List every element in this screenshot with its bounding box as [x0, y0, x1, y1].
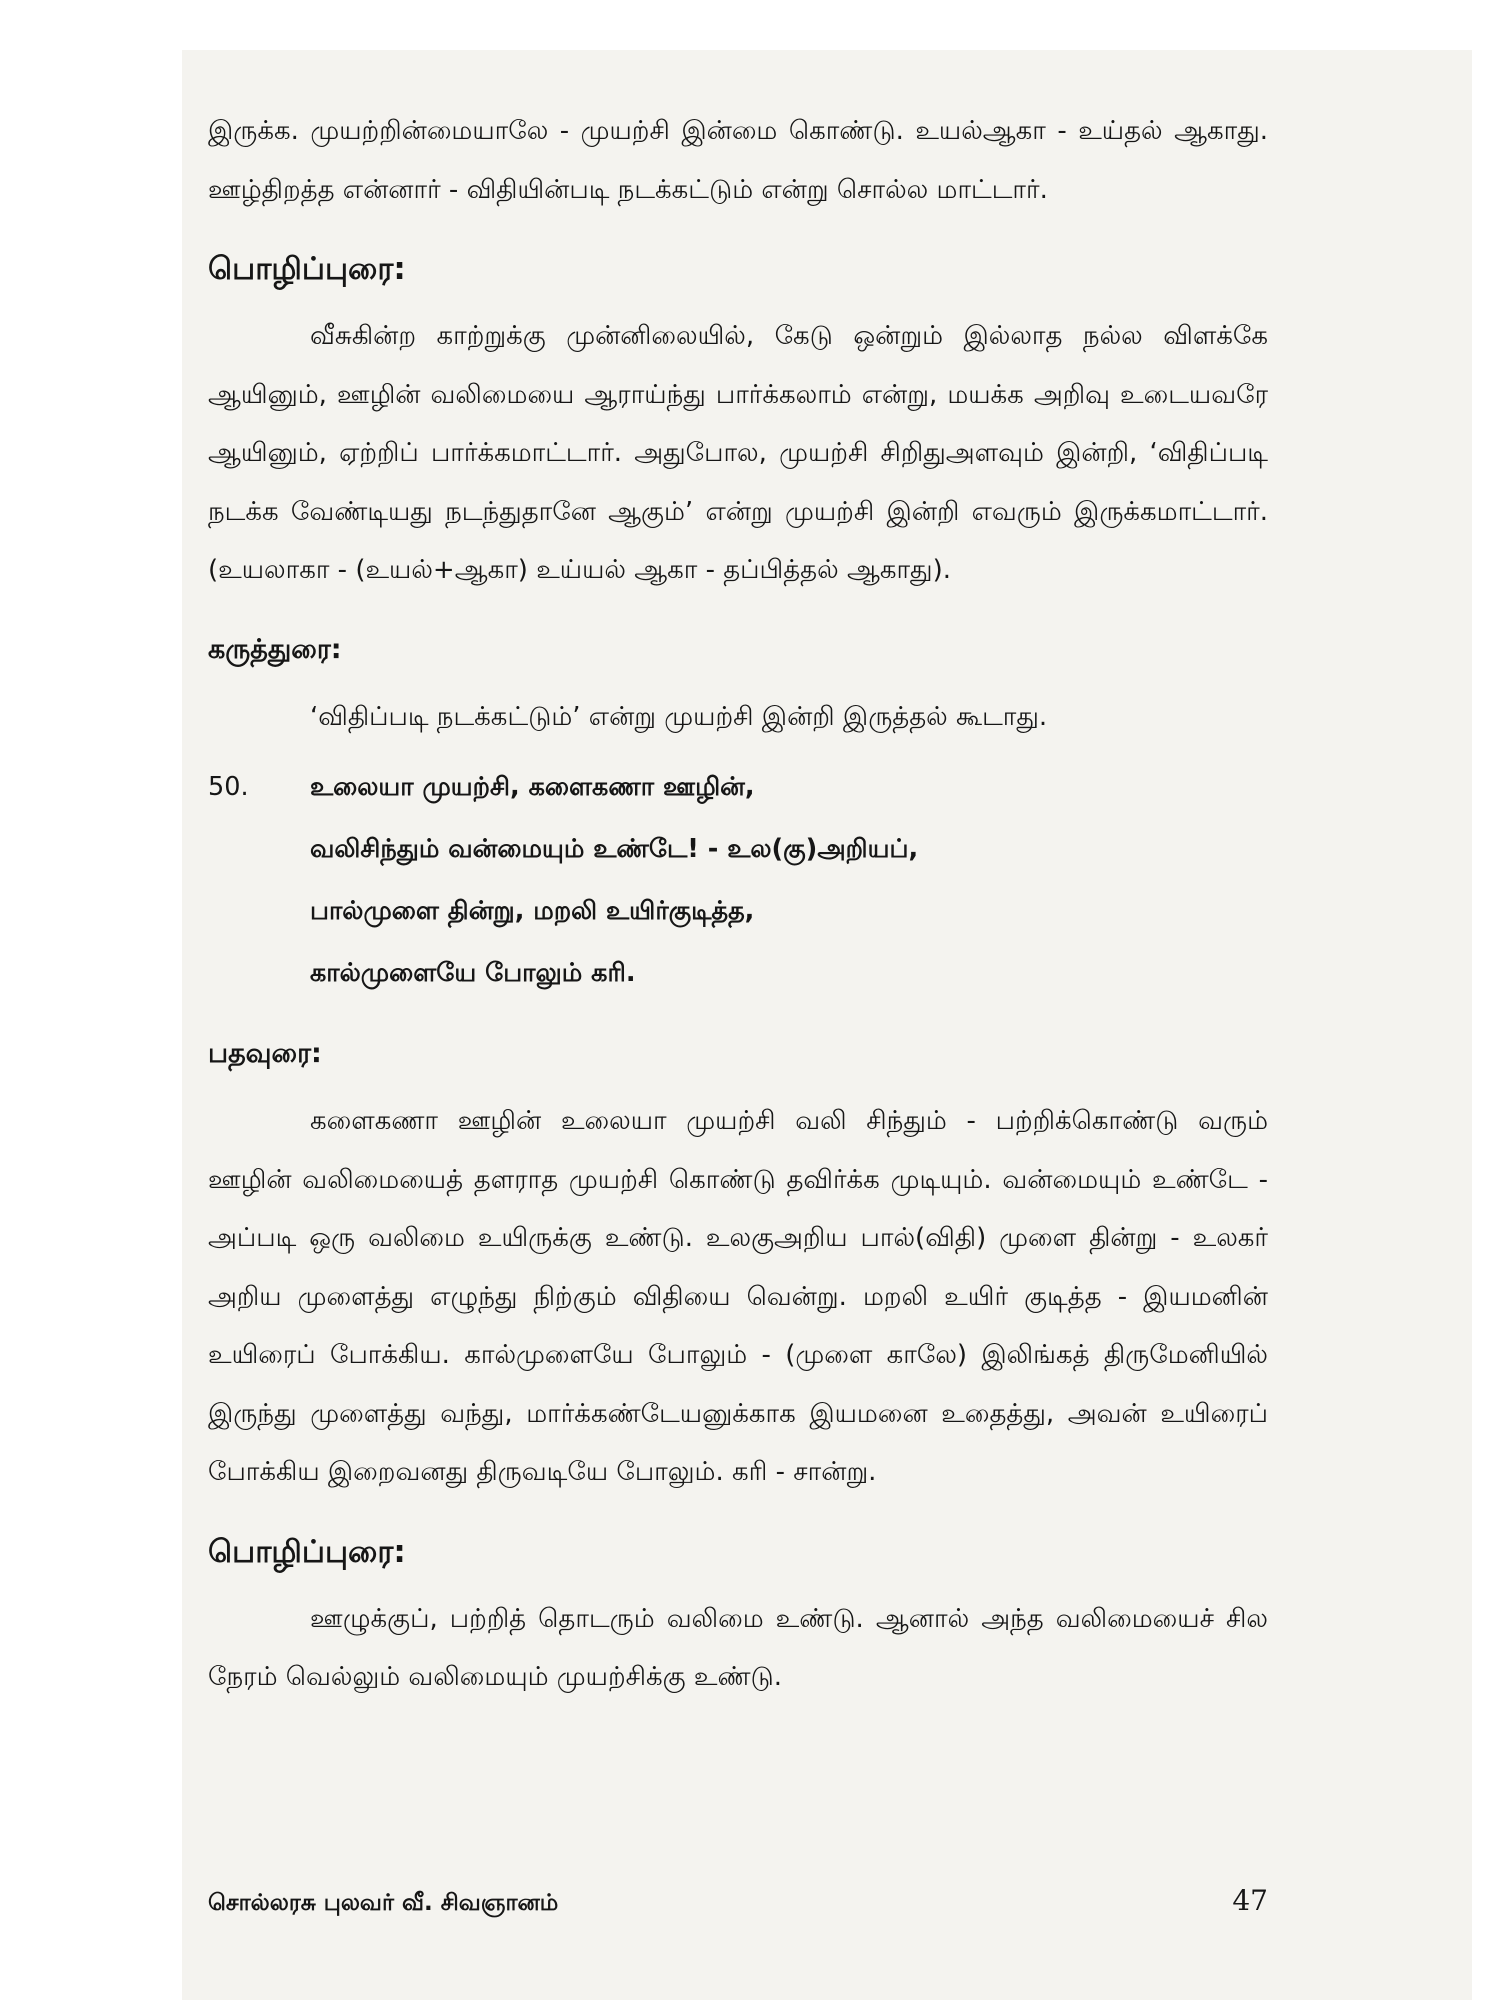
verse-line: வலிசிந்தும் வன்மையும் உண்டே! - உல(கு)அறியப், [310, 833, 919, 864]
author-name: சொல்லரசு புலவர் வீ. சிவஞானம் [208, 1890, 559, 1916]
verse-line: உலையா முயற்சி, களைகணா ஊழின், [310, 771, 755, 802]
verse-row [208, 818, 1268, 880]
section-heading-meaning: கருத்துரை: [208, 633, 342, 665]
section-heading-word-meaning: பதவுரை: [208, 1038, 322, 1069]
verse-number: 50. [208, 771, 249, 802]
section-heading-translation: பொழிப்புரை: [208, 251, 406, 287]
book-page [182, 50, 1472, 2000]
verse-line: பால்முளை தின்று, மறலி உயிர்குடித்த, [310, 895, 755, 926]
verse-row [208, 756, 1268, 818]
section-heading-translation: பொழிப்புரை: [208, 1533, 406, 1570]
page-content [208, 102, 1268, 1707]
verse-row [208, 942, 1268, 1004]
translation-paragraph: வீசுகின்ற காற்றுக்கு முன்னிலையில், கேடு ஒன்றும் இல்லாத நல்ல விளக்கே ஆயினும், ஊழின் வலிமையை ஆராய்ந்து பார்க்கலாம் என்று, மயக்க அறிவு உடையவரே ஆயினும், ஏற்றிப் பார்க்கமாட்டார். அதுபோல, முயற்சி சிறிதுஅளவும் இன்றி, ‘விதிப்படி நடக்க வேண்டியது நடந்துதானே ஆகும்’ என்று முயற்சி இன்றி எவரும் இருக்கமாட்டார். (உயலாகா - (உயல்+ஆகா) உய்யல் ஆகா - தப்பித்தல் ஆகாது). [208, 321, 1268, 585]
page-footer [208, 1884, 1268, 1919]
verse-row [208, 880, 1268, 942]
page-number: 47 [1232, 1884, 1268, 1917]
meaning-paragraph: ‘விதிப்படி நடக்கட்டும்’ என்று முயற்சி இன்றி இருத்தல் கூடாது. [310, 701, 1048, 732]
verse-line: கால்முளையே போலும் கரி. [310, 957, 636, 988]
translation-paragraph: ஊழுக்குப், பற்றித் தொடரும் வலிமை உண்டு. ஆனால் அந்த வலிமையைச் சில நேரம் வெல்லும் வலிமையும் முயற்சிக்கு உண்டு. [208, 1603, 1268, 1692]
intro-paragraph: இருக்க. முயற்றின்மையாலே - முயற்சி இன்மை கொண்டு. உயல்ஆகா - உய்தல் ஆகாது. ஊழ்திறத்த என்னார் - விதியின்படி நடக்கட்டும் என்று சொல்ல மாட்டார். [208, 116, 1268, 205]
word-meaning-paragraph: களைகணா ஊழின் உலையா முயற்சி வலி சிந்தும் - பற்றிக்கொண்டு வரும் ஊழின் வலிமையைத் தளராத முயற்சி கொண்டு தவிர்க்க முடியும். வன்மையும் உண்டே - அப்படி ஒரு வலிமை உயிருக்கு உண்டு. உலகுஅறிய பால்(விதி) முளை தின்று - உலகர் அறிய முளைத்து எழுந்து நிற்கும் விதியை வென்று. மறலி உயிர் குடித்த - இயமனின் உயிரைப் போக்கிய. கால்முளையே போலும் - (முளை காலே) இலிங்கத் திருமேனியில் இருந்து முளைத்து வந்து, மார்க்கண்டேயனுக்காக இயமனை உதைத்து, அவன் உயிரைப் போக்கிய இறைவனது திருவடியே போலும். கரி - சான்று. [208, 1106, 1268, 1487]
verse-block [208, 756, 1268, 1004]
